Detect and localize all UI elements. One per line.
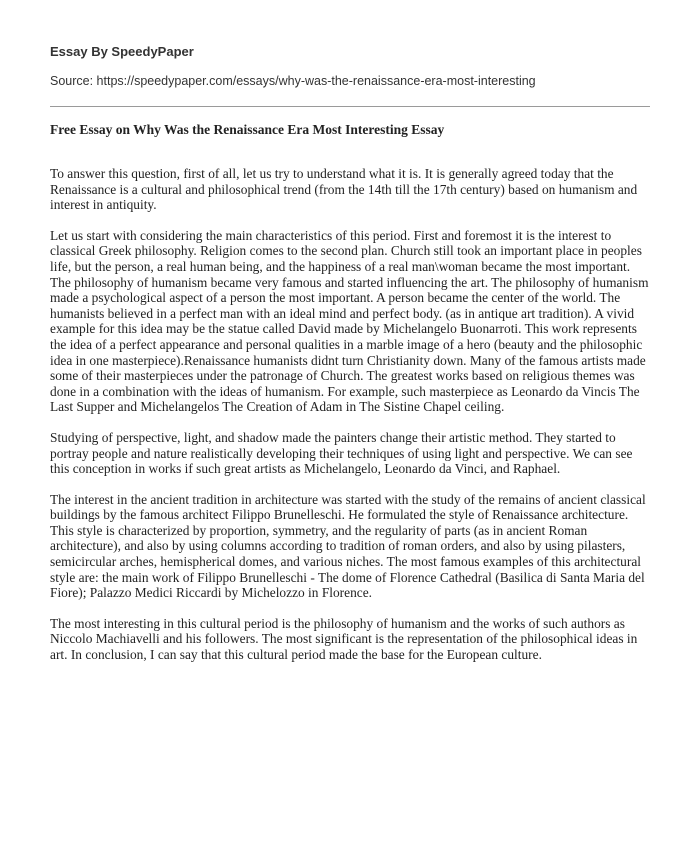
essay-body <box>50 166 650 663</box>
essay-paragraph-2: Let us start with considering the main characteristics of this period. First and foremost it is the interest to classical Greek philosophy. Religion comes to the second plan. Church still took an important place in peoples life, but the person, a real human being, and the happiness of a real man\woman became the most important. The philosophy of humanism became very famous and started influencing the art. The philosophy of humanism made a psychological aspect of a person the most important. A person became the center of the world. The humanists believed in a perfect man with an ideal mind and perfect body. (as in antique art tradition). A vivid example for this idea may be the statue called David made by Michelangelo Buonarroti. This work represents the idea of a perfect appearance and personal qualities in a marble image of a hero (beauty and the philosophic idea in one masterpiece).Renaissance humanists didnt turn Christianity down. Many of the famous artists made some of their masterpieces under the patronage of Church. The greatest works based on religious themes was done in a combination with the ideas of humanism. For example, such masterpiece as Leonardo da Vincis The Last Supper and Michelangelos The Creation of Adam in The Sistine Chapel ceiling. <box>50 227 649 415</box>
essay-title: Free Essay on Why Was the Renaissance Era Most Interesting Essay <box>50 122 445 137</box>
header-divider <box>50 106 650 107</box>
essay-paragraph-5: The most interesting in this cultural period is the philosophy of humanism and the works of such authors as Niccolo Machiavelli and his followers. The most significant is the representation of the philosophical ideas in art. In conclusion, I can say that this cultural period made the base for the European culture. <box>50 615 638 663</box>
essay-paragraph-4: The interest in the ancient tradition in architecture was started with the study of the remains of ancient classical buildings by the famous architect Filippo Brunelleschi. He formulated the style of Renaissance architecture. This style is characterized by proportion, symmetry, and the regularity of parts (as in ancient Roman architecture), and also by using columns according to tradition of roman orders, and also by using pilasters, semicircular arches, hemispherical domes, and various niches. The most famous examples of this architectural style are: the main work of Filippo Brunelleschi - The dome of Florence Cathedral (Basilica di Santa Maria del Fiore); Palazzo Medici Riccardi by Michelozzo in Florence. <box>50 491 646 601</box>
essay-paragraph-1: To answer this question, first of all, let us try to understand what it is. It is generally agreed today that the Renaissance is a cultural and philosophical trend (from the 14th till the 17th century) based on humanism and interest in antiquity. <box>50 166 638 213</box>
document-header-title: Essay By SpeedyPaper <box>50 44 194 59</box>
document-source-line: Source: https://speedypaper.com/essays/why-was-the-renaissance-era-most-interesting <box>50 74 536 88</box>
essay-paragraph-3: Studying of perspective, light, and shadow made the painters change their artistic method. They started to portray people and nature realistically developing their techniques of using light and perspective. We can see this conception in works if such great artists as Michelangelo, Leonardo da Vinci, and Raphael. <box>50 429 633 477</box>
